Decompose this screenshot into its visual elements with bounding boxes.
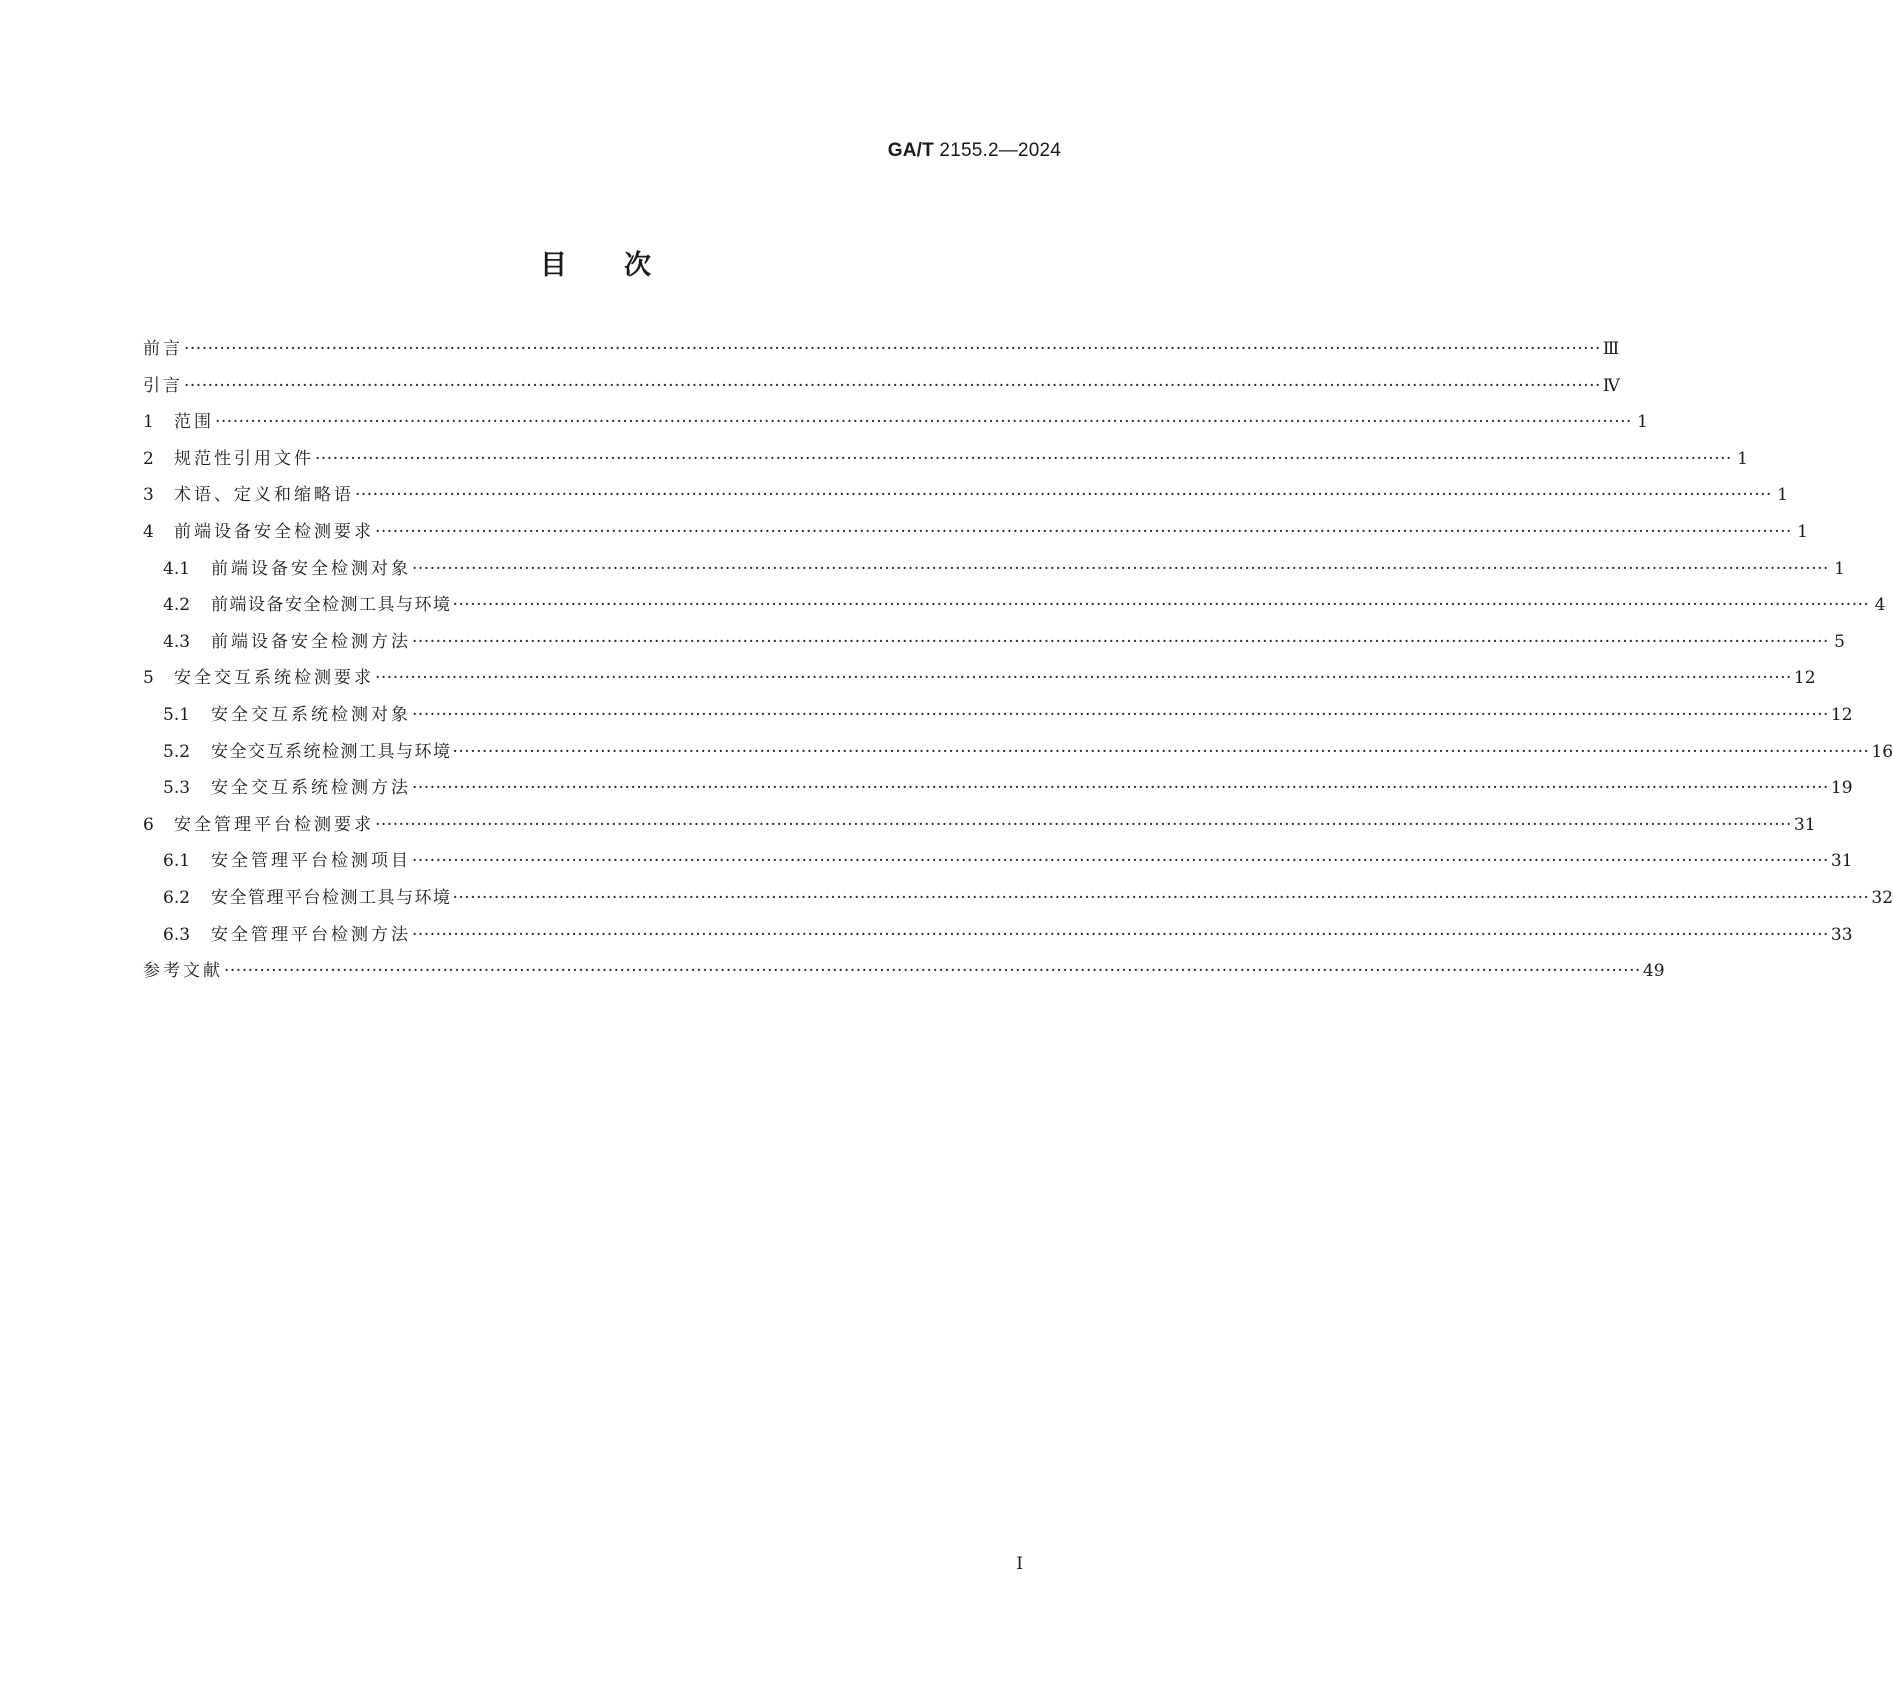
toc-leader-dots: ················································································································································································································································ <box>452 595 1870 616</box>
toc-entry-number: 6.3 <box>163 924 191 945</box>
toc-leader-dots: ················································································································································································································································ <box>452 741 1870 762</box>
toc-entry-title: 安全交互系统检测方法 <box>211 778 411 799</box>
toc-entry[interactable] <box>143 338 1620 375</box>
toc-entry-page: 31 <box>1830 851 1853 872</box>
toc-entry-number: 4.3 <box>163 631 191 652</box>
toc-entry[interactable] <box>143 558 1845 595</box>
toc-leader-dots: ················································································································································································································································ <box>412 778 1829 799</box>
toc-leader-dots: ················································································································································································································································ <box>412 704 1829 725</box>
toc-entry-number: 4.2 <box>163 595 191 616</box>
toc-entry[interactable] <box>143 704 1853 741</box>
standard-code <box>888 140 1061 162</box>
toc-entry[interactable] <box>143 594 1886 631</box>
toc-leader-dots: ················································································································································································································································ <box>315 448 1732 469</box>
toc-entry[interactable] <box>143 850 1853 887</box>
toc-entry-number: 4 <box>143 521 154 542</box>
toc-entry-title: 安全管理平台检测项目 <box>211 851 411 872</box>
toc-leader-dots: ················································································································································································································································ <box>412 631 1829 652</box>
toc-entry-page: 32 <box>1871 887 1893 908</box>
toc-entry[interactable] <box>143 960 1665 997</box>
toc-entry-title: 安全交互系统检测对象 <box>211 704 411 725</box>
toc-entry-title: 前端设备安全检测对象 <box>211 558 411 579</box>
toc-leader-dots: ················································································································································································································································ <box>375 668 1792 689</box>
toc-entry-page: 33 <box>1830 924 1853 945</box>
toc-entry-title: 安全交互系统检测工具与环境 <box>211 741 452 762</box>
toc-entry-page: 1 <box>1797 521 1808 542</box>
toc-entry-page: 1 <box>1834 558 1845 579</box>
toc-entry[interactable] <box>143 777 1853 814</box>
toc-entry[interactable] <box>143 667 1816 704</box>
toc-entry-title: 规范性引用文件 <box>174 448 314 469</box>
toc-entry[interactable] <box>143 484 1788 521</box>
toc-entry-title: 安全管理平台检测要求 <box>174 814 374 835</box>
toc-entry[interactable] <box>143 631 1845 668</box>
toc-entry-number: 5.2 <box>163 741 191 762</box>
toc-entry-number: 2 <box>143 448 154 469</box>
toc-entry-page: 5 <box>1834 631 1845 652</box>
toc-entry-title: 引言 <box>143 375 183 396</box>
toc-entry[interactable] <box>143 924 1853 961</box>
toc-leader-dots: ················································································································································································································································ <box>355 485 1772 506</box>
table-of-contents <box>143 338 1893 997</box>
standard-code-prefix: GA/T <box>887 140 934 161</box>
toc-entry-page: 1 <box>1637 412 1648 433</box>
toc-entry-title: 前端设备安全检测要求 <box>174 521 374 542</box>
toc-entry-number: 3 <box>143 485 154 506</box>
toc-entry[interactable] <box>143 411 1648 448</box>
toc-leader-dots: ················································································································································································································································ <box>375 814 1792 835</box>
toc-leader-dots: ················································································································································································································································ <box>452 887 1870 908</box>
toc-entry[interactable] <box>143 448 1748 485</box>
toc-entry-page: 19 <box>1830 778 1853 799</box>
toc-entry-page: Ⅲ <box>1602 339 1620 359</box>
toc-leader-dots: ················································································································································································································································ <box>184 375 1601 396</box>
toc-leader-dots: ················································································································································································································································ <box>215 412 1632 433</box>
toc-leader-dots: ················································································································································································································································ <box>184 339 1601 359</box>
toc-entry[interactable] <box>143 521 1808 558</box>
toc-entry[interactable] <box>143 375 1620 412</box>
page-title: 目次 <box>540 250 708 281</box>
toc-entry-title: 安全交互系统检测要求 <box>174 668 374 689</box>
toc-entry-title: 前端设备安全检测方法 <box>211 631 411 652</box>
toc-entry-page: 12 <box>1830 704 1853 725</box>
toc-entry-number: 5.3 <box>163 778 191 799</box>
toc-entry-number: 6 <box>143 814 154 835</box>
toc-entry-page: 16 <box>1871 741 1893 762</box>
toc-entry-number: 5 <box>143 668 154 689</box>
toc-entry-page: 12 <box>1793 668 1816 689</box>
toc-entry-title: 术语、定义和缩略语 <box>174 485 354 506</box>
toc-entry-page: 49 <box>1642 961 1665 982</box>
toc-entry-title: 前端设备安全检测工具与环境 <box>211 595 452 616</box>
toc-entry-page: Ⅳ <box>1602 375 1620 396</box>
toc-entry-title: 安全管理平台检测工具与环境 <box>211 887 452 908</box>
toc-entry[interactable] <box>143 814 1816 851</box>
standard-code-number: 2155.2—2024 <box>933 140 1061 161</box>
toc-entry-title: 范围 <box>174 412 214 433</box>
toc-leader-dots: ················································································································································································································································ <box>412 851 1829 872</box>
toc-entry-page: 31 <box>1793 814 1816 835</box>
toc-leader-dots: ················································································································································································································································ <box>412 558 1829 579</box>
page-number: I <box>1016 1554 1023 1574</box>
toc-entry-page: 4 <box>1874 595 1886 616</box>
toc-entry-page: 1 <box>1777 485 1788 506</box>
toc-entry-title: 前言 <box>143 339 183 359</box>
toc-entry[interactable] <box>143 741 1893 778</box>
toc-entry-number: 4.1 <box>163 558 191 579</box>
toc-entry-number: 6.2 <box>163 887 191 908</box>
toc-entry-title: 安全管理平台检测方法 <box>211 924 411 945</box>
toc-entry-title: 参考文献 <box>143 961 223 982</box>
toc-leader-dots: ················································································································································································································································ <box>224 961 1641 982</box>
toc-entry-page: 1 <box>1737 448 1748 469</box>
toc-entry-number: 1 <box>143 412 154 433</box>
toc-entry[interactable] <box>143 887 1893 924</box>
toc-leader-dots: ················································································································································································································································ <box>412 924 1829 945</box>
toc-entry-number: 6.1 <box>163 851 191 872</box>
toc-leader-dots: ················································································································································································································································ <box>375 521 1792 542</box>
toc-entry-number: 5.1 <box>163 704 191 725</box>
